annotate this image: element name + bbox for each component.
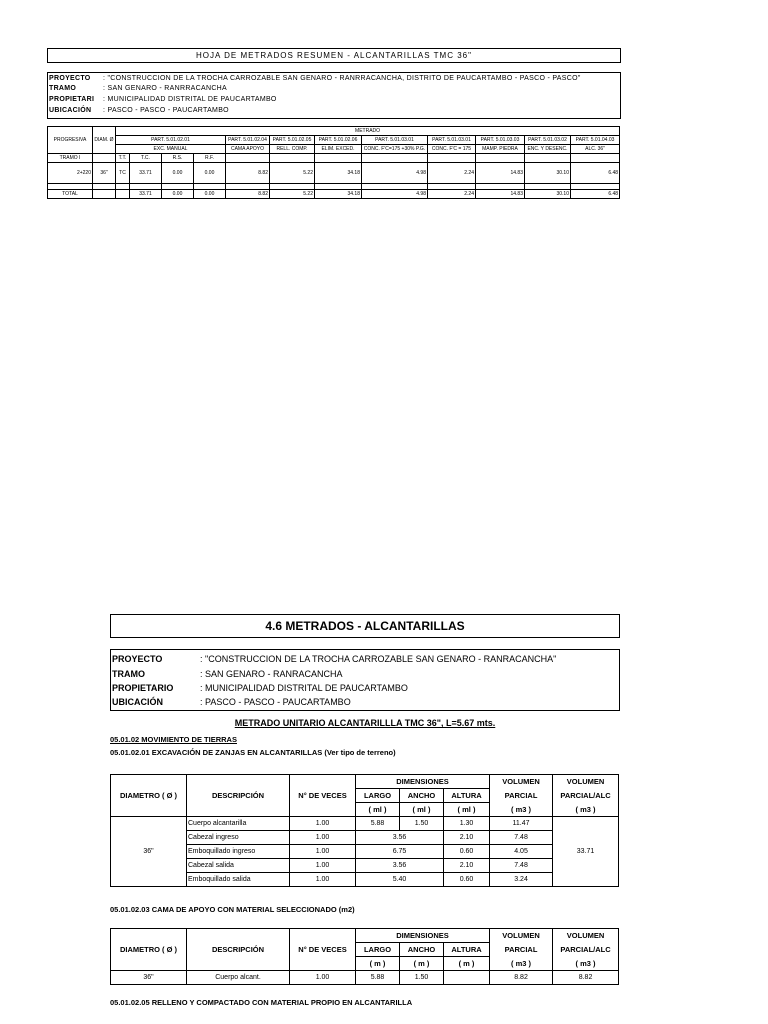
cell-largo-ancho: 3.56 (356, 859, 444, 873)
table-row (111, 831, 619, 845)
cell-veces: 1.00 (290, 873, 356, 887)
info-value: : MUNICIPALIDAD DISTRITAL DE PAUCARTAMBO (103, 96, 277, 103)
cell-diametro: 36" (111, 817, 187, 887)
summary-table (47, 126, 620, 199)
tramo-label: TRAMO I (48, 154, 93, 163)
cell-desc: Emboquillado salida (187, 873, 290, 887)
col-desc: RELL. COMP. (270, 145, 315, 154)
section-heading: 05.01.02 MOVIMIENTO DE TIERRAS (110, 735, 237, 744)
cell-prog: 2+220 (48, 163, 93, 184)
info-value: : PASCO - PASCO - PAUCARTAMBO (103, 107, 229, 114)
col-parcial: PARCIAL (490, 943, 553, 957)
cell-vol: 7.48 (490, 831, 553, 845)
cell-val: 2.24 (428, 163, 476, 184)
unit-parcial: ( m3 ) (490, 803, 553, 817)
info-value: : MUNICIPALIDAD DISTRITAL DE PAUCARTAMBO (200, 683, 408, 693)
total-row (48, 190, 620, 199)
info-label: UBICACIÓN (49, 107, 92, 114)
cell-altura: 0.60 (444, 873, 490, 887)
sheet1-title: HOJA DE METRADOS RESUMEN - ALCANTARILLAS TMC 36" (47, 48, 621, 63)
col-ancho: ANCHO (400, 943, 444, 957)
col-desc: EXC. MANUAL (116, 145, 226, 154)
col-part: PART. 5.01.02.01 (116, 136, 226, 145)
info-value: : SAN GENARO - RANRRACANCHA (103, 85, 228, 92)
cell-largo-ancho: 6.75 (356, 845, 444, 859)
col-dimensiones: DIMENSIONES (356, 775, 490, 789)
cell-largo: 5.88 (356, 971, 400, 985)
info-label: UBICACIÓN (112, 697, 163, 707)
cell-desc: Cuerpo alcantarilla (187, 817, 290, 831)
total-rs: 0.00 (162, 190, 194, 199)
cell-diam: 36" (93, 163, 116, 184)
info-row-ubicacion (112, 695, 351, 710)
cell-desc: Cabezal salida (187, 859, 290, 873)
total-val: 14.83 (476, 190, 525, 199)
col-desc: CAMA APOYO (226, 145, 270, 154)
cell-desc: Cuerpo alcant. (187, 971, 290, 985)
info-value: : "CONSTRUCCION DE LA TROCHA CARROZABLE SAN GENARO - RANRRACANCHA, DISTRITO DE PAUCARTAMBO - PASCO - PASCO" (103, 75, 581, 82)
sheet1-info-box (47, 72, 621, 119)
cell-largo-ancho: 3.56 (356, 831, 444, 845)
col-part: PART. 5.01.03.01 (362, 136, 428, 145)
cell-val: 30.10 (525, 163, 571, 184)
sub-rs: R.S. (162, 154, 194, 163)
cell-tt: TC (116, 163, 130, 184)
cell-rf: 0.00 (194, 163, 226, 184)
col-veces: N° DE VECES (290, 929, 356, 971)
col-diam: DIAM. Ø (93, 127, 116, 154)
cell-total: 8.82 (553, 971, 619, 985)
cell-veces: 1.00 (290, 831, 356, 845)
unit-ancho: ( m ) (400, 957, 444, 971)
cell-veces: 1.00 (290, 845, 356, 859)
cell-val: 4.98 (362, 163, 428, 184)
sheet2-subtitle: METRADO UNITARIO ALCANTARILLLA TMC 36", L=5.67 mts. (234, 718, 496, 728)
col-desc: MAMP. PIEDRA (476, 145, 525, 154)
info-label: PROPIETARIO (112, 683, 174, 693)
col-part: PART. 5.01.04.03 (571, 136, 620, 145)
col-parcial-alc: PARCIAL/ALC (553, 943, 619, 957)
info-label: PROPIETARI (49, 96, 95, 103)
table-row (111, 859, 619, 873)
col-part: PART. 5.01.02.05 (270, 136, 315, 145)
col-volumen: VOLUMEN (490, 929, 553, 943)
col-altura: ALTURA (444, 943, 490, 957)
cell-vol: 4.05 (490, 845, 553, 859)
total-tc: 33.71 (130, 190, 162, 199)
total-val: 8.82 (226, 190, 270, 199)
unit-largo: ( ml ) (356, 803, 400, 817)
cell-desc: Emboquillado ingreso (187, 845, 290, 859)
cell-vol: 3.24 (490, 873, 553, 887)
sheet2-title: 4.6 METRADOS - ALCANTARILLAS (110, 614, 620, 638)
cell-altura: 2.10 (444, 831, 490, 845)
info-value: : PASCO - PASCO - PAUCARTAMBO (200, 697, 351, 707)
col-largo: LARGO (356, 789, 400, 803)
cell-val: 14.83 (476, 163, 525, 184)
info-row-propietario (112, 681, 408, 696)
sheet2-info-box (110, 649, 620, 711)
cell-rs: 0.00 (162, 163, 194, 184)
section-heading: 05.01.02.05 RELLENO Y COMPACTADO CON MATERIAL PROPIO EN ALCANTARILLA (110, 998, 413, 1007)
total-val: 4.98 (362, 190, 428, 199)
info-label: PROYECTO (112, 654, 163, 664)
col-part: PART. 5.01.03.01 (428, 136, 476, 145)
unit-largo: ( m ) (356, 957, 400, 971)
info-label: PROYECTO (49, 75, 91, 82)
col-desc: CONC. F'C=175 +30% P.G. (362, 145, 428, 154)
col-volumen2: VOLUMEN (553, 929, 619, 943)
total-val: 30.10 (525, 190, 571, 199)
cell-largo-ancho: 5.40 (356, 873, 444, 887)
info-label: TRAMO (49, 85, 77, 92)
sub-rf: R.F. (194, 154, 226, 163)
table-row (111, 845, 619, 859)
info-label: TRAMO (112, 669, 145, 679)
unit-ancho: ( ml ) (400, 803, 444, 817)
section-heading: 05.01.02.03 CAMA DE APOYO CON MATERIAL SELECCIONADO (m2) (110, 905, 355, 914)
unit-parcial: ( m3 ) (490, 957, 553, 971)
cell-altura: 0.60 (444, 845, 490, 859)
cell-val: 5.22 (270, 163, 315, 184)
unit-parcial-alc: ( m3 ) (553, 803, 619, 817)
cell-diametro: 36" (111, 971, 187, 985)
col-parcial: PARCIAL (490, 789, 553, 803)
col-largo: LARGO (356, 943, 400, 957)
cell-vol: 11.47 (490, 817, 553, 831)
info-row-tramo (112, 667, 343, 682)
col-part: PART. 5.01.03.03 (476, 136, 525, 145)
unit-altura: ( m ) (444, 957, 490, 971)
unit-altura: ( ml ) (444, 803, 490, 817)
info-value: : SAN GENARO - RANRACANCHA (200, 669, 343, 679)
info-row-proyecto (112, 652, 556, 667)
col-part: PART. 5.01.02.06 (315, 136, 362, 145)
col-desc: ALC. 36" (571, 145, 620, 154)
col-desc: ELIM. EXCED. (315, 145, 362, 154)
col-descripcion: DESCRIPCIÓN (187, 775, 290, 817)
sub-tt: T.T. (116, 154, 130, 163)
col-volumen: VOLUMEN (490, 775, 553, 789)
total-rf: 0.00 (194, 190, 226, 199)
total-label: TOTAL (48, 190, 93, 199)
sub-tc: T.C. (130, 154, 162, 163)
cell-altura: 2.10 (444, 859, 490, 873)
table-row (111, 817, 619, 831)
col-volumen2: VOLUMEN (553, 775, 619, 789)
col-dimensiones: DIMENSIONES (356, 929, 490, 943)
cell-veces: 1.00 (290, 859, 356, 873)
cell-val: 8.82 (226, 163, 270, 184)
info-value: : "CONSTRUCCION DE LA TROCHA CARROZABLE SAN GENARO - RANRACANCHA" (200, 654, 557, 664)
table-row (111, 873, 619, 887)
info-row-proyecto (49, 74, 581, 83)
cell-total: 33.71 (553, 817, 619, 887)
total-val: 34.18 (315, 190, 362, 199)
cell-veces: 1.00 (290, 971, 356, 985)
col-progresiva: PROGRESIVA (48, 127, 93, 154)
col-parcial-alc: PARCIAL/ALC (553, 789, 619, 803)
cell-altura (444, 971, 490, 985)
cell-vol: 7.48 (490, 859, 553, 873)
col-veces: N° DE VECES (290, 775, 356, 817)
cell-tc: 33.71 (130, 163, 162, 184)
col-ancho: ANCHO (400, 789, 444, 803)
cell-largo: 5.88 (356, 817, 400, 831)
total-val: 6.48 (571, 190, 620, 199)
col-metrado: METRADO (116, 127, 620, 136)
col-descripcion: DESCRIPCIÓN (187, 929, 290, 971)
info-row-ubicacion (49, 106, 229, 115)
col-part: PART. 5.01.02.04 (226, 136, 270, 145)
cell-val: 6.48 (571, 163, 620, 184)
cell-ancho: 1.50 (400, 817, 444, 831)
excavation-table (110, 774, 619, 887)
total-val: 5.22 (270, 190, 315, 199)
col-altura: ALTURA (444, 789, 490, 803)
info-row-propietario (49, 95, 277, 104)
unit-parcial-alc: ( m3 ) (553, 957, 619, 971)
section-heading: 05.01.02.01 EXCAVACIÓN DE ZANJAS EN ALCANTARILLAS (Ver tipo de terreno) (110, 748, 396, 757)
cell-val: 34.18 (315, 163, 362, 184)
cell-vol: 8.82 (490, 971, 553, 985)
col-diametro: DIAMETRO ( Ø ) (111, 929, 187, 971)
cell-desc: Cabezal ingreso (187, 831, 290, 845)
info-row-tramo (49, 84, 227, 93)
total-val: 2.24 (428, 190, 476, 199)
col-desc: CONC. F'C = 175 (428, 145, 476, 154)
cell-veces: 1.00 (290, 817, 356, 831)
table-row (111, 971, 619, 985)
col-part: PART. 5.01.03.02 (525, 136, 571, 145)
table-row (48, 163, 620, 184)
cell-ancho: 1.50 (400, 971, 444, 985)
cell-altura: 1.30 (444, 817, 490, 831)
cama-apoyo-table (110, 928, 619, 985)
col-diametro: DIAMETRO ( Ø ) (111, 775, 187, 817)
col-desc: ENC. Y DESENC. (525, 145, 571, 154)
